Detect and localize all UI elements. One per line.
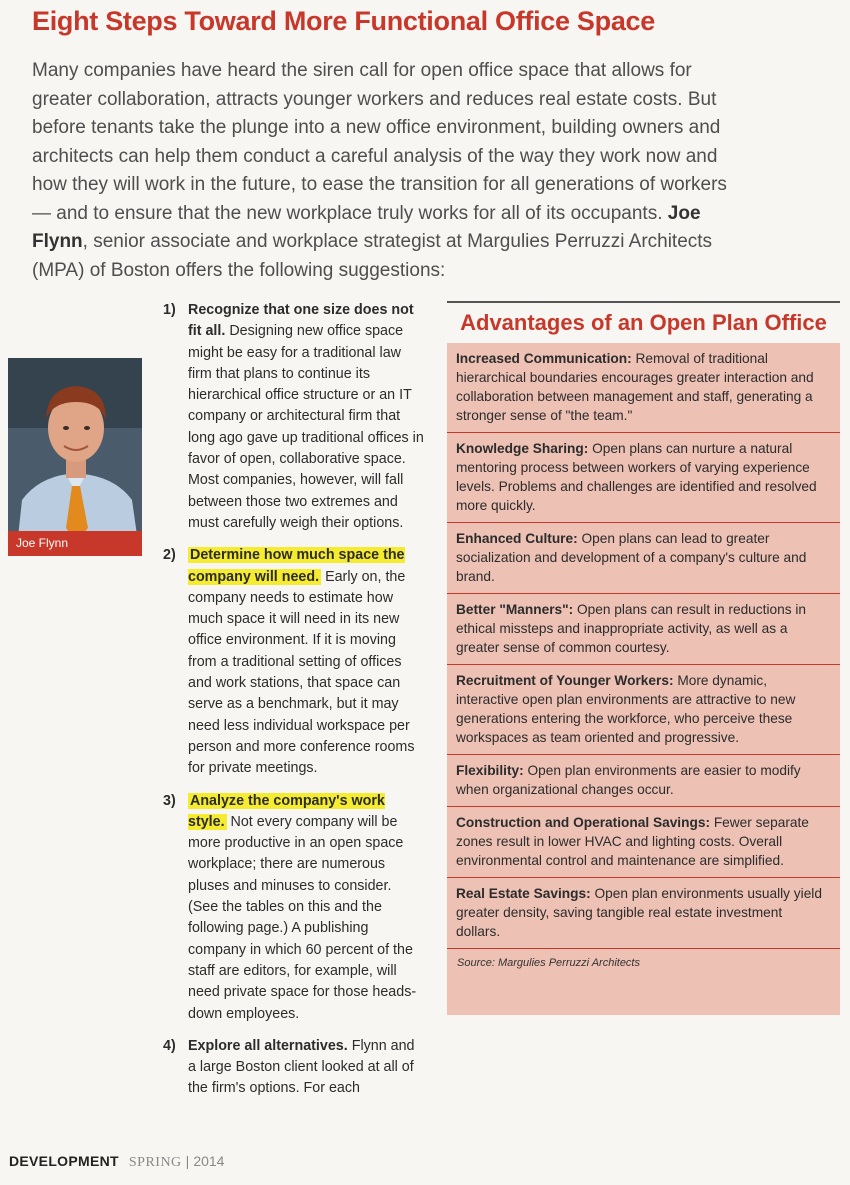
step-body: Not every company will be more productive in an open space workplace; there are numerous pluses and minuses to consider. (See the tables on this and the following page.) A publishing company in which 60 percent of the staff are editors, for example, will need private space for those heads-down employees. xyxy=(188,813,417,1022)
step-number: 2) xyxy=(163,547,176,564)
step-heading: Explore all alternatives. xyxy=(188,1037,348,1054)
step-body: Early on, the company needs to estimate how much space it will need in its new office environment. If it is moving from a traditional setting of offices and work stations, that space can serve as a benchmark, but it may need less individual workspace per person and more conference rooms for private meetings. xyxy=(188,568,415,777)
advantage-body: Open plan environments usually yield greater density, saving tangible real estate investment dollars. xyxy=(456,886,822,939)
step-item xyxy=(163,791,425,1025)
advantage-heading: Construction and Operational Savings: xyxy=(456,815,711,830)
advantage-heading: Real Estate Savings: xyxy=(456,886,591,901)
advantage-body: Open plans can result in reductions in ethical missteps and inappropriate activity, as well as a greater sense of common courtesy. xyxy=(456,602,807,655)
advantage-item xyxy=(447,877,840,948)
advantage-heading: Flexibility: xyxy=(456,763,524,778)
issue-season: SPRING xyxy=(128,1155,182,1170)
step-body: Designing new office space might be easy for a traditional law firm that plans to continue its hierarchical office structure or an IT company or architectural firm that long ago gave up traditional offices in favor of open, collaborative space. Most companies, however, will fall between those two extremes and must carefully weigh their options. xyxy=(188,323,424,531)
advantage-item xyxy=(447,343,840,432)
step-heading-highlighted: Determine how much space the company will need. xyxy=(188,547,405,585)
step-body: Flynn and a large Boston client looked at all of the firm's options. For each xyxy=(188,1037,415,1097)
advantages-sidebar xyxy=(447,343,840,1015)
footer-separator: | xyxy=(185,1153,190,1169)
advantage-item xyxy=(447,754,840,806)
step-number: 4) xyxy=(163,1037,176,1054)
advantage-heading: Increased Communication: xyxy=(456,351,632,366)
sidebar-title: Advantages of an Open Plan Office xyxy=(460,310,827,335)
advantage-heading: Better "Manners": xyxy=(456,602,574,617)
portrait-photo xyxy=(8,358,142,556)
sidebar-top-rule xyxy=(447,301,840,303)
photo-caption: Joe Flynn xyxy=(8,531,142,556)
step-number: 1) xyxy=(163,302,176,318)
step-number: 3) xyxy=(163,792,176,809)
step-item xyxy=(163,300,425,534)
magazine-name: DEVELOPMENT xyxy=(9,1153,119,1169)
advantage-heading: Knowledge Sharing: xyxy=(456,441,589,456)
advantage-body: Fewer separate zones result in lower HVAC and lighting costs. Overall environmental control and maintenance are simplified. xyxy=(456,815,809,868)
advantage-item xyxy=(447,593,840,664)
steps-column xyxy=(163,300,425,1111)
advantage-item xyxy=(447,432,840,522)
advantage-heading: Recruitment of Younger Workers: xyxy=(456,673,674,688)
advantage-body: More dynamic, interactive open plan environments are attractive to new generations entering the workforce, who perceive these workspaces as team oriented and progressive. xyxy=(456,673,796,745)
advantage-body: Open plans can lead to greater socialization and development of a company's culture and brand. xyxy=(456,531,807,584)
issue-year: 2014 xyxy=(193,1153,225,1169)
intro-name: Joe Flynn xyxy=(32,202,701,252)
step-item xyxy=(163,1036,425,1100)
page-footer xyxy=(9,1153,224,1171)
advantage-body: Removal of traditional hierarchical boundaries encourages greater interaction and collaboration between management and staff, generating a stronger sense of "the team." xyxy=(456,351,814,423)
advantage-body: Open plan environments are easier to modify when organizational changes occur. xyxy=(456,763,801,797)
advantage-item xyxy=(447,522,840,593)
advantage-item xyxy=(447,806,840,877)
intro-text-after: , senior associate and workplace strategist at Margulies Perruzzi Architects (MPA) of Boston offers the following suggestions: xyxy=(32,231,713,281)
article-title: Eight Steps Toward More Functional Office Space xyxy=(32,6,655,36)
step-heading: Recognize that one size does not fit all. xyxy=(188,302,414,340)
intro-text: Many companies have heard the siren call for open office space that allows for greater collaboration, attracts younger workers and reduces real estate costs. But before tenants take the plunge into a new office environment, building owners and architects can help them conduct a careful analysis of the way they work now and how they will work in the future, to ease the transition for all generations of workers — and to ensure that the new workplace truly works for all of its occupants. xyxy=(32,60,727,224)
advantage-heading: Enhanced Culture: xyxy=(456,531,578,546)
advantage-body: Open plans can nurture a natural mentoring process between workers of varying experience levels. Problems and challenges are identified and resolved more quickly. xyxy=(456,441,817,513)
step-item xyxy=(163,545,425,779)
sidebar-source: Source: Margulies Perruzzi Architects xyxy=(447,948,840,977)
intro-paragraph xyxy=(32,57,732,285)
step-heading-highlighted: Analyze the company's work style. xyxy=(188,792,385,830)
portrait-illustration xyxy=(8,358,142,556)
advantage-item xyxy=(447,664,840,754)
